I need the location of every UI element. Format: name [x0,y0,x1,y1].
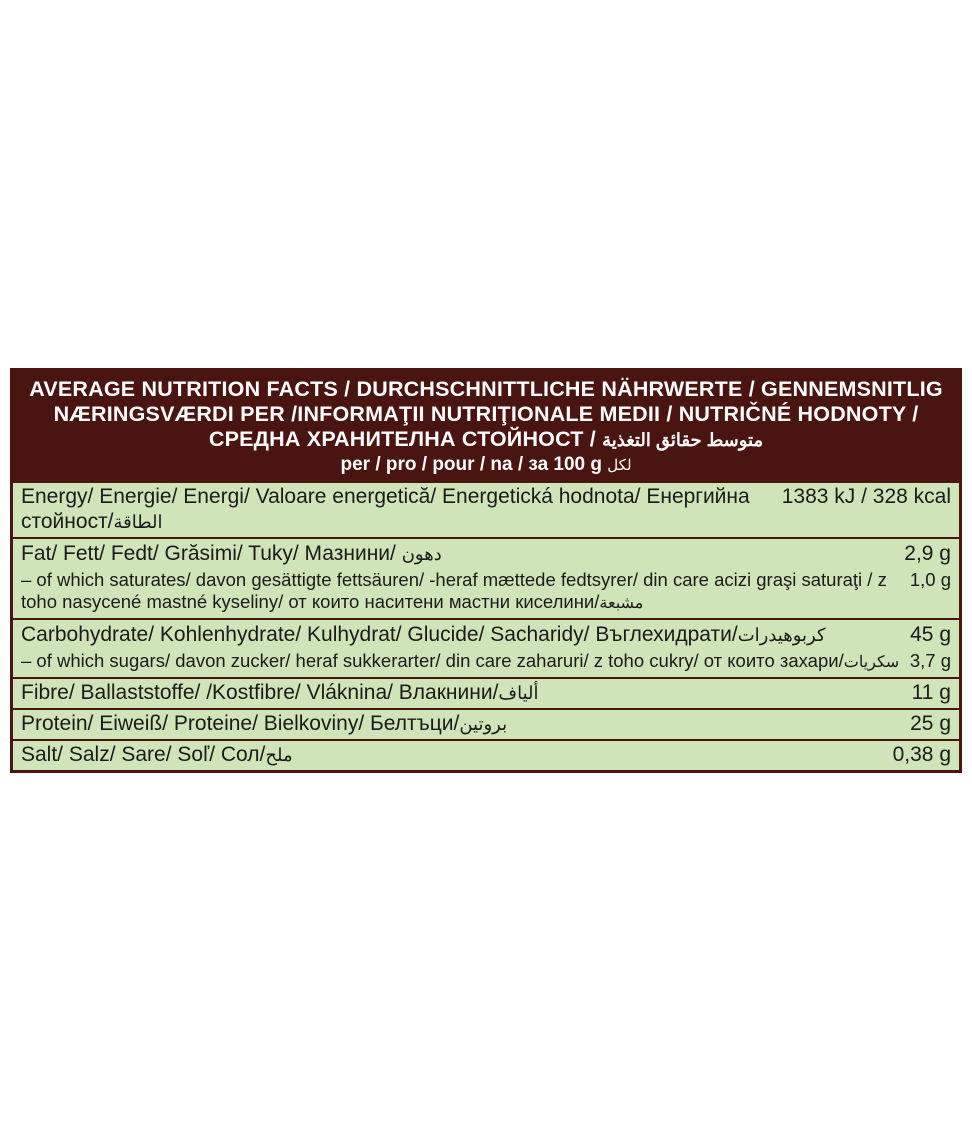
nutrient-label-latin: Protein/ Eiweiß/ Proteine/ Bielkoviny/ Белтъци/ [21,712,460,735]
serving-basis-arabic: لكل [607,457,632,474]
header-line-3-latin: СРЕДНА ХРАНИТЕЛНА СТОЙНОСТ / [208,427,603,451]
nutrient-label-latin: Energy/ Energie/ Energi/ Valoare energetică/ Energetická hodnota/ Енергийна стойност/ [21,485,750,533]
table-row [21,621,951,650]
nutrient-sublabel [21,650,910,674]
nutrition-rows [13,483,959,770]
nutrient-value: 11 g [911,681,951,704]
nutrient-label-arabic: الطاقة [113,512,163,532]
nutrient-value: 25 g [910,712,951,735]
serving-basis [13,453,959,479]
nutrient-label [21,484,782,535]
nutrient-sublabel-latin: – of which saturates/ davon gesättigte fettsäuren/ -heraf mættede fedtsyrer/ din care acizi graşi saturaţi / z toho nasycené mastné kyseliny/ от които наситени мастни киселини/ [21,569,887,612]
nutrient-group-carbohydrate [13,618,959,677]
nutrition-facts-panel [10,368,962,773]
nutrient-sublabel-arabic: مشبعة [599,595,644,612]
serving-basis-latin: per / pro / pour / na / за 100 g [340,454,603,475]
nutrient-label-arabic: ملح [265,745,293,765]
nutrient-value: 1383 kJ / 328 kcal [781,485,951,508]
nutrient-sublabel-latin: – of which sugars/ davon zucker/ heraf sukkerarter/ din care zaharuri/ z toho cukry/ от които захари/ [21,650,844,671]
table-row-sub [21,569,951,616]
nutrient-sublabel-arabic: سكريات [843,654,900,671]
nutrient-label [21,541,904,567]
header-line-3-arabic: متوسط حقائق التغذية [602,430,764,450]
nutrient-label [21,711,910,737]
table-row [13,483,959,537]
header-line-1: AVERAGE NUTRITION FACTS / DURCHSCHNITTLICHE NÄHRWERTE / GENNEMSNITLIG [29,377,943,401]
nutrient-label [21,622,910,648]
table-row [13,708,959,739]
nutrient-label-latin: Fat/ Fett/ Fedt/ Grăsimi/ Tuky/ Мазнини/ [21,542,402,565]
header-line-3 [13,427,959,453]
table-row [21,540,951,569]
nutrient-label [21,680,912,706]
nutrient-subvalue: 1,0 g [909,569,951,590]
nutrient-label [21,742,893,768]
nutrient-label-arabic: ألياف [498,683,539,703]
nutrient-label-latin: Salt/ Salz/ Sare/ Soľ/ Сол/ [21,743,266,766]
table-row [13,677,959,708]
nutrient-subvalue: 3,7 g [909,650,951,671]
nutrient-label-arabic: بروتين [459,714,508,734]
nutrient-sublabel [21,569,910,615]
nutrient-label-latin: Carbohydrate/ Kohlenhydrate/ Kulhydrat/ Glucide/ Sacharidy/ Въглехидрати/ [21,623,738,646]
nutrient-label-arabic: دهون [401,544,442,564]
table-row-sub [21,650,951,675]
header-line-2: NÆRINGSVÆRDI PER /INFORMAŢII NUTRIŢIONALE MEDII / NUTRIČNÉ HODNOTY / [53,402,919,426]
nutrient-value: 0,38 g [892,743,951,766]
nutrient-label-arabic: كربوهيدرات [737,625,826,645]
panel-header [13,371,959,483]
nutrient-value: 45 g [910,623,951,646]
nutrient-value: 2,9 g [904,542,951,565]
nutrient-label-latin: Fibre/ Ballaststoffe/ /Kostfibre/ Vláknina/ Влакнини/ [21,681,499,704]
nutrient-group-fat [13,537,959,618]
table-row [13,739,959,770]
